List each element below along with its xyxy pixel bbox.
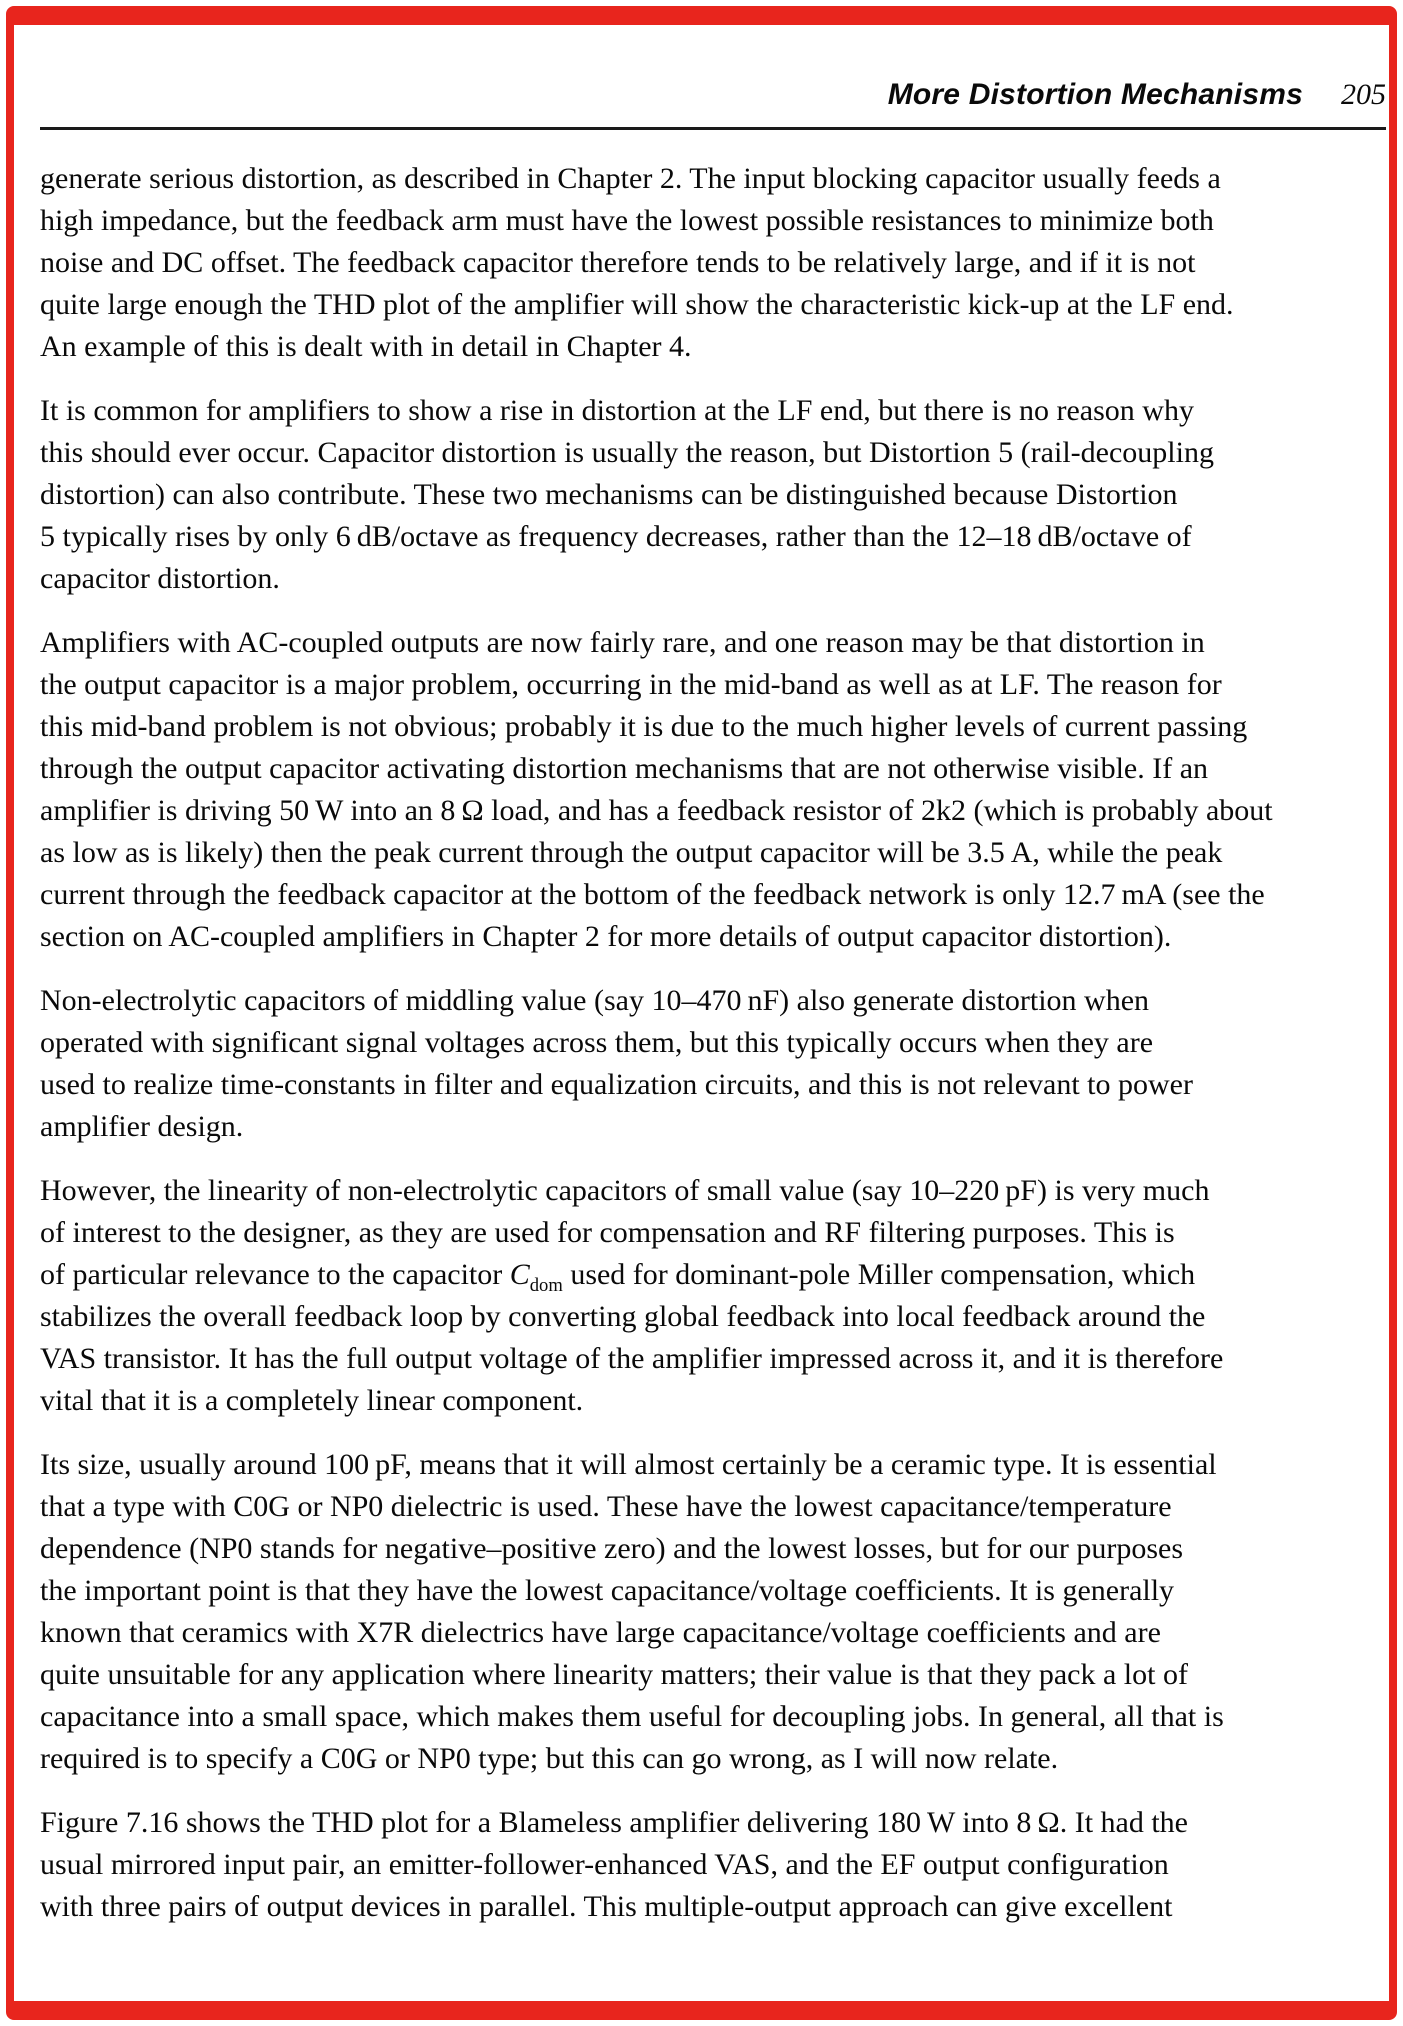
text-line: capacitor distortion. [40,562,280,595]
text-line: current through the feedback capacitor at the bottom of the feedback network is only 12.7 mA (see the [40,878,1265,911]
paragraph [40,1444,1386,1780]
paragraph [40,158,1386,368]
text-line: dependence (NP0 stands for negative–positive zero) and the lowest losses, but for our purposes [40,1532,1184,1565]
text-line: amplifier design. [40,1110,244,1143]
text-line: that a type with C0G or NP0 dielectric is used. These have the lowest capacitance/temperature [40,1490,1172,1523]
page-title: More Distortion Mechanisms [887,78,1303,111]
text-line: operated with significant signal voltages across them, but this typically occurs when they are [40,1026,1154,1059]
text-line: stabilizes the overall feedback loop by converting global feedback into local feedback around the [40,1300,1206,1333]
text-line: 5 typically rises by only 6 dB/octave as frequency decreases, rather than the 12–18 dB/octave of [40,520,1192,553]
page-number: 205 [1341,78,1386,111]
paragraph [40,1802,1386,1928]
paragraph [40,622,1386,958]
text-line: of interest to the designer, as they are used for compensation and RF filtering purposes. This is [40,1216,1175,1249]
text-line: the important point is that they have the lowest capacitance/voltage coefficients. It is generally [40,1574,1175,1607]
header-rule [40,127,1386,130]
text-line: required is to specify a C0G or NP0 type; but this can go wrong, as I will now relate. [40,1742,1059,1775]
text-line: used to realize time-constants in filter and equalization circuits, and this is not relevant to power [40,1068,1193,1101]
text-line: section on AC-coupled amplifiers in Chapter 2 for more details of output capacitor distortion). [40,920,1172,953]
running-head [40,76,1386,114]
text-line: as low as is likely) then the peak current through the output capacitor will be 3.5 A, while the peak [40,836,1223,869]
text-line: known that ceramics with X7R dielectrics have large capacitance/voltage coefficients and are [40,1616,1161,1649]
text-line: usual mirrored input pair, an emitter-follower-enhanced VAS, and the EF output configuration [40,1848,1169,1881]
paragraph [40,390,1386,600]
text-line: distortion) can also contribute. These two mechanisms can be distinguished because Distortion [40,478,1178,511]
paragraph [40,980,1386,1148]
text-line: Amplifiers with AC-coupled outputs are now fairly rare, and one reason may be that distortion in [40,626,1205,659]
text-line: high impedance, but the feedback arm must have the lowest possible resistances to minimize both [40,204,1214,237]
text-line: this mid-band problem is not obvious; probably it is due to the much higher levels of current passing [40,710,1248,743]
text-line: through the output capacitor activating distortion mechanisms that are not otherwise visible. If an [40,752,1209,785]
text-line: of particular relevance to the capacitor $C_{dom}$ used for dominant-pole Miller compensation, which [40,1258,1196,1296]
text-line: Non-electrolytic capacitors of middling value (say 10–470 nF) also generate distortion when [40,984,1150,1017]
text-line: quite large enough the THD plot of the amplifier will show the characteristic kick-up at the LF end. [40,288,1234,321]
text-line: VAS transistor. It has the full output voltage of the amplifier impressed across it, and it is therefore [40,1342,1224,1375]
text-line: vital that it is a completely linear component. [40,1384,584,1417]
text-line: noise and DC offset. The feedback capacitor therefore tends to be relatively large, and if it is not [40,246,1196,279]
paragraph [40,1170,1386,1422]
text-line: Figure 7.16 shows the THD plot for a Blameless amplifier delivering 180 W into 8 Ω. It had the [40,1806,1188,1839]
text-line: An example of this is dealt with in detail in Chapter 4. [40,330,692,363]
text-line: However, the linearity of non-electrolytic capacitors of small value (say 10–220 pF) is very much [40,1174,1210,1207]
body-text [40,158,1386,1928]
text-line: the output capacitor is a major problem, occurring in the mid-band as well as at LF. The reason for [40,668,1222,701]
text-line: generate serious distortion, as described in Chapter 2. The input blocking capacitor usually feeds a [40,162,1221,195]
text-line: this should ever occur. Capacitor distortion is usually the reason, but Distortion 5 (rail-decoupling [40,436,1214,469]
text-line: capacitance into a small space, which makes them useful for decoupling jobs. In general, all that is [40,1700,1224,1733]
text-line: It is common for amplifiers to show a rise in distortion at the LF end, but there is no reason why [40,394,1194,427]
book-page [40,0,1386,1928]
text-line: Its size, usually around 100 pF, means that it will almost certainly be a ceramic type. It is essential [40,1448,1217,1481]
text-line: with three pairs of output devices in parallel. This multiple-output approach can give excellent [40,1890,1173,1923]
text-line: quite unsuitable for any application where linearity matters; their value is that they pack a lot of [40,1658,1188,1691]
text-line: amplifier is driving 50 W into an 8 Ω load, and has a feedback resistor of 2k2 (which is probably about [40,794,1273,827]
